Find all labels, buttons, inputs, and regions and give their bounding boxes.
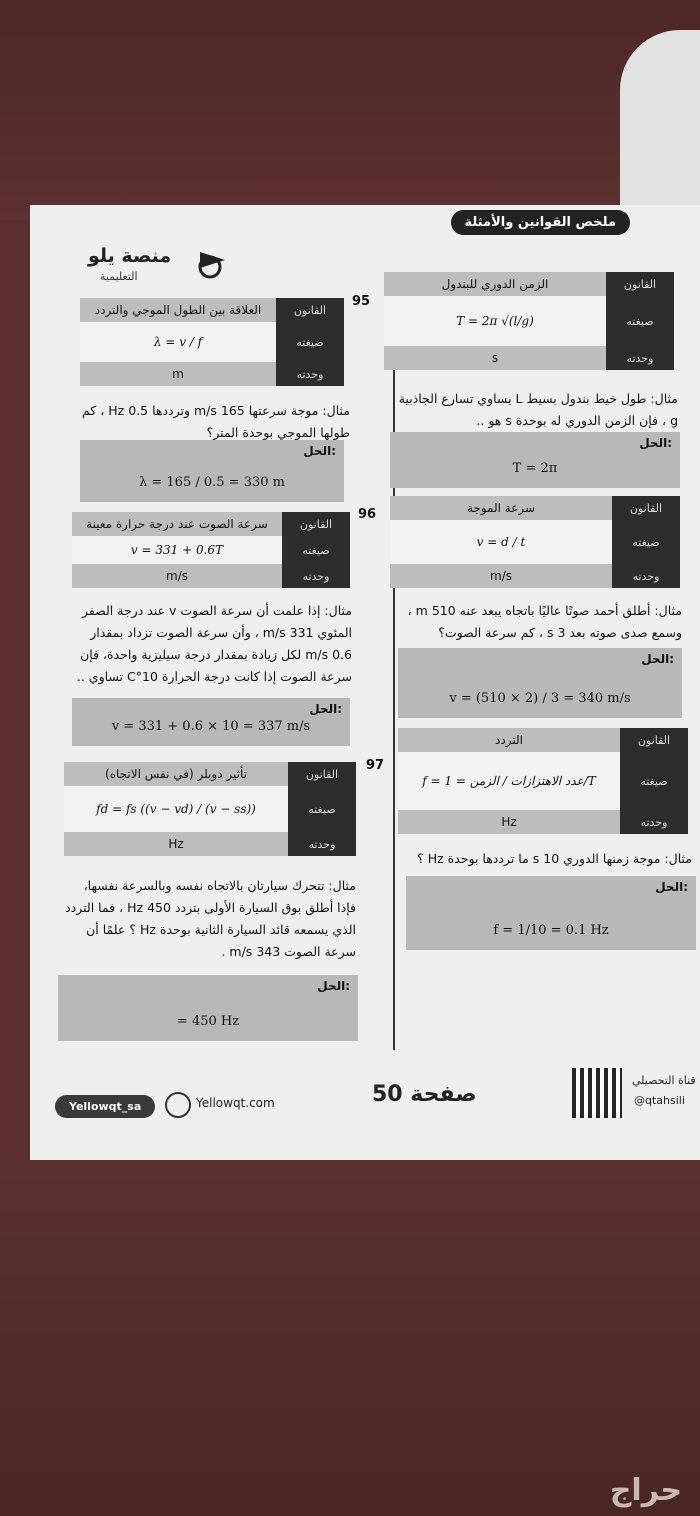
solution-label: الحل: xyxy=(641,652,674,666)
watermark-logo: حراج xyxy=(609,1473,682,1508)
solution-equation: = 450 Hz xyxy=(176,1014,240,1029)
unit-label: وحدته xyxy=(620,810,688,834)
formula-label: صيغته xyxy=(288,786,356,832)
law-unit: m xyxy=(80,362,276,386)
law-formula: v = d / t xyxy=(390,520,612,564)
law-name: تأثير دوبلر (في نفس الاتجاه) xyxy=(64,762,288,786)
logo-subtext: التعليمية xyxy=(100,270,138,283)
social-handle: Yellowqt_sa xyxy=(55,1095,155,1118)
law-unit: m/s xyxy=(72,564,282,588)
solution-box xyxy=(398,648,682,718)
solution-equation: v = 331 + 0.6 × 10 = 337 m/s xyxy=(111,719,311,734)
globe-icon xyxy=(165,1092,191,1118)
channel-name: قناة التحصيلي xyxy=(632,1074,696,1087)
solution-label: الحل: xyxy=(655,880,688,894)
law-card xyxy=(398,728,688,834)
example-text: مثال: تتحرك سيارتان بالاتجاه نفسه وبالسرعة نفسها، فإذا أطلق بوق السيارة الأولى بتردد 450 Hz ، فما التردد الذي يسمعه قائد السيارة الثانية بوحدة Hz ؟ علمًا أن سرعة الصوت 343 m/s . xyxy=(65,878,356,959)
law-number: 97 xyxy=(366,758,385,773)
solution-box xyxy=(58,975,358,1041)
unit-label: وحدته xyxy=(606,346,674,370)
website: Yellowqt.com xyxy=(196,1096,275,1110)
law-label: القانون xyxy=(612,496,680,520)
example-text: مثال: موجة زمنها الدوري 10 s ما ترددها بوحدة Hz ؟ xyxy=(417,851,692,866)
law-formula: fd = fs ((v − vd) / (v − ss)) xyxy=(64,786,288,832)
example-text: مثال: موجة سرعتها 165 m/s وترددها 0.5 Hz ، كم طولها الموجي بوحدة المتر؟ xyxy=(81,403,350,440)
solution-box xyxy=(390,432,680,488)
formula-label: صيغته xyxy=(606,296,674,346)
law-name: الزمن الدوري للبندول xyxy=(384,272,606,296)
solution-label: الحل: xyxy=(309,702,342,716)
example-text: مثال: أطلق أحمد صوتًا عاليًا باتجاه يبعد عنه 510 m ، وسمع صدى صوته بعد 3 s ، كم سرعة الصوت؟ xyxy=(407,603,682,640)
solution-box xyxy=(80,440,344,502)
law-card xyxy=(80,298,344,386)
example-text: مثال: طول خيط بندول بسيط L يساوي تسارع الجاذبية g ، فإن الزمن الدوري له بوحدة s هو .. xyxy=(398,391,678,428)
solution-equation: f = 1/10 = 0.1 Hz xyxy=(493,923,609,938)
example-text: مثال: إذا علمت أن سرعة الصوت v عند درجة الصفر المئوي 331 m/s ، وأن سرعة الصوت تزداد بمقدار 0.6 m/s لكل زيادة بمقدار درجة سيليزية واحدة، فإن سرعة الصوت إذا كانت درجة الحرارة 10°C تساوي .. xyxy=(76,603,352,684)
qr-code-icon xyxy=(572,1068,622,1118)
law-label: القانون xyxy=(276,298,344,322)
law-name: العلاقة بين الطول الموجي والتردد xyxy=(80,298,276,322)
law-label: القانون xyxy=(606,272,674,296)
solution-label: الحل: xyxy=(317,979,350,993)
solution-label: الحل: xyxy=(639,436,672,450)
law-formula: v = 331 + 0.6T xyxy=(72,536,282,564)
law-label: القانون xyxy=(282,512,350,536)
solution-box xyxy=(72,698,350,746)
law-unit: m/s xyxy=(390,564,612,588)
law-unit: s xyxy=(384,346,606,370)
background-top xyxy=(0,0,700,220)
law-name: سرعة الموجة xyxy=(390,496,612,520)
unit-label: وحدته xyxy=(282,564,350,588)
logo-text: منصة يلو xyxy=(88,245,172,267)
law-name: التردد xyxy=(398,728,620,752)
formula-label: صيغته xyxy=(612,520,680,564)
law-unit: Hz xyxy=(398,810,620,834)
solution-equation: v = (510 × 2) / 3 = 340 m/s xyxy=(449,691,631,706)
page-number: صفحة 50 xyxy=(372,1082,477,1107)
law-number: 96 xyxy=(358,507,377,522)
law-formula: f = عدد الاهتزازات / الزمن = 1/T xyxy=(398,752,620,810)
law-formula: T = 2π √(l/g) xyxy=(384,296,606,346)
law-card xyxy=(64,762,356,856)
background-bottom xyxy=(0,1160,700,1516)
unit-label: وحدته xyxy=(288,832,356,856)
channel-handle: @qtahsili xyxy=(634,1094,685,1107)
solution-box xyxy=(406,876,696,950)
solution-equation: λ = 165 / 0.5 = 330 m xyxy=(139,475,285,490)
formula-label: صيغته xyxy=(276,322,344,362)
law-name: سرعة الصوت عند درجة حرارة معينة xyxy=(72,512,282,536)
law-card xyxy=(390,496,680,588)
law-formula: λ = v / f xyxy=(80,322,276,362)
law-card xyxy=(384,272,674,370)
unit-label: وحدته xyxy=(276,362,344,386)
section-title-chip: ملخص القوانين والأمثلة xyxy=(451,210,630,235)
solution-equation: T = 2π xyxy=(512,461,558,476)
formula-label: صيغته xyxy=(620,752,688,810)
law-label: القانون xyxy=(620,728,688,752)
solution-label: الحل: xyxy=(303,444,336,458)
law-label: القانون xyxy=(288,762,356,786)
law-number: 95 xyxy=(352,294,371,309)
law-card xyxy=(72,512,350,588)
law-unit: Hz xyxy=(64,832,288,856)
unit-label: وحدته xyxy=(612,564,680,588)
formula-label: صيغته xyxy=(282,536,350,564)
